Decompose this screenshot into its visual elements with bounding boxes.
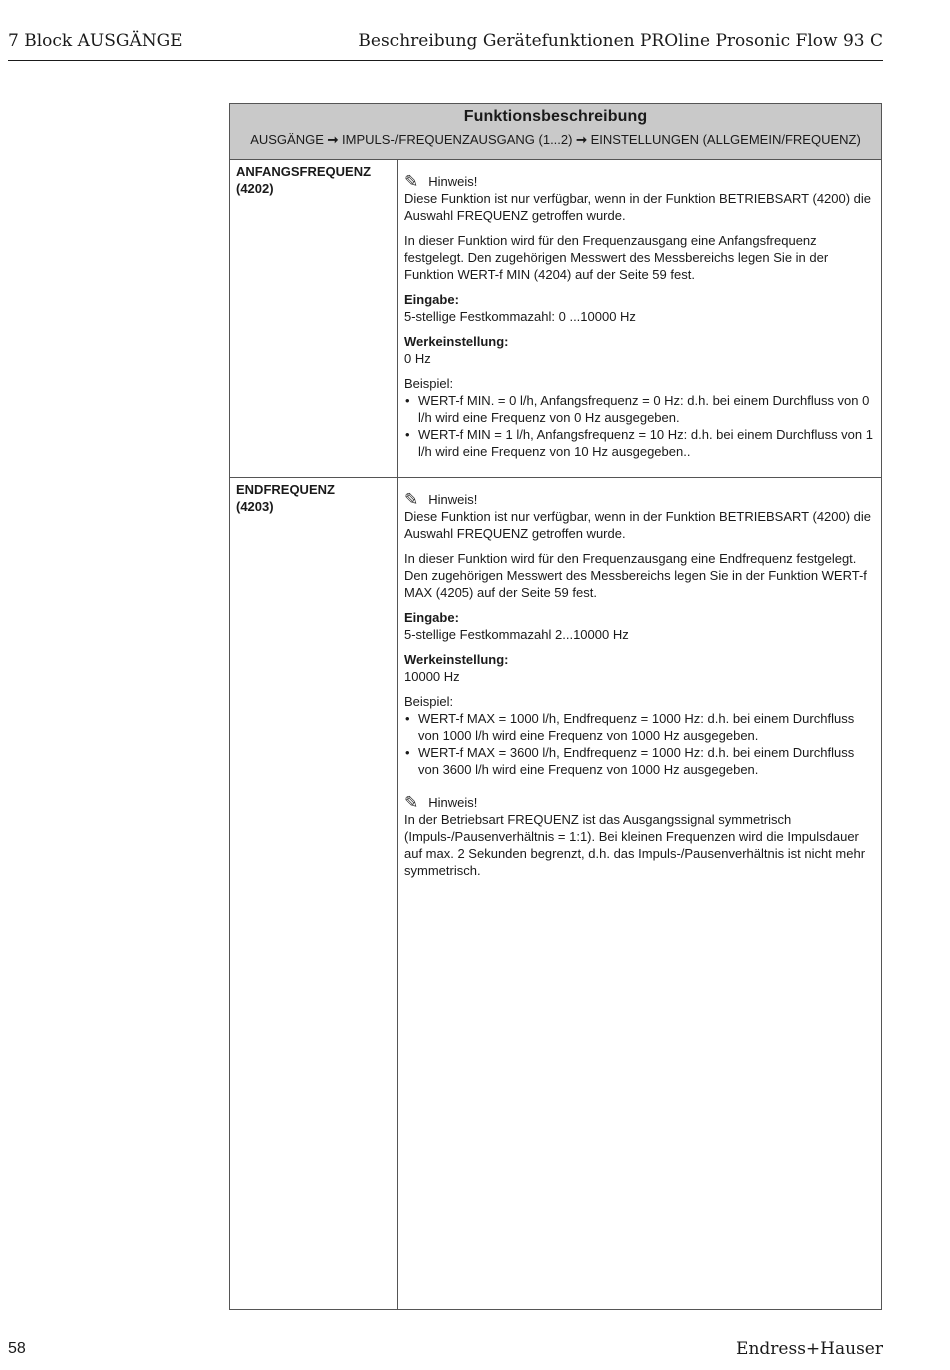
pencil-note-icon: ✎ — [404, 172, 419, 191]
list-item: • WERT-f MIN = 1 l/h, Anfangsfrequenz = 10 Hz: d.h. bei einem Durchfluss von 1 l/h wird eine Frequenz von 10 Hz ausgegeben.. — [404, 426, 875, 460]
note-label: Hinweis! — [428, 174, 478, 189]
default-value: 10000 Hz — [404, 669, 460, 684]
default-label: Werkeinstellung: — [404, 334, 509, 349]
function-code: (4203) — [236, 499, 274, 514]
menu-path — [230, 132, 881, 148]
arrow-right-icon: ➞ — [327, 132, 339, 147]
table-row — [230, 160, 881, 478]
note-heading — [404, 173, 875, 190]
function-name: ANFANGSFREQUENZ — [236, 164, 372, 179]
function-name-cell — [230, 160, 398, 477]
spacer — [404, 778, 875, 794]
note-text: Diese Funktion ist nur verfügbar, wenn in der Funktion BETRIEBSART (4200) die Auswahl FREQUENZ getroffen wurde. — [404, 509, 872, 541]
note-text: In der Betriebsart FREQUENZ ist das Ausgangssignal symmetrisch (Impuls-/Pausenverhältnis = 1:1). Bei kleinen Frequenzen wird die Impulsdauer auf max. 2 Sekunden begrenzt, d.h. das Impuls-/Pausenverhältnis ist nicht mehr symmetrisch. — [404, 812, 866, 878]
input-value: 5-stellige Festkommazahl: 0 ...10000 Hz — [404, 309, 636, 324]
note-label: Hinweis! — [428, 492, 478, 507]
brand-logo-text: Endress+Hauser — [736, 1339, 883, 1359]
note-heading — [404, 794, 875, 811]
pencil-note-icon: ✎ — [404, 490, 419, 509]
running-header-chapter: 7 Block AUSGÄNGE — [8, 31, 183, 51]
function-description-cell — [398, 160, 881, 477]
table-row — [230, 478, 881, 1310]
table-title: Funktionsbeschreibung — [463, 108, 648, 125]
description-text: In dieser Funktion wird für den Frequenzausgang eine Anfangsfrequenz festgelegt. Den zugehörigen Messwert des Messbereichs legen Sie in der Funktion WERT-f MIN (4204) auf der Seite 59 fest. — [404, 233, 829, 282]
default-value: 0 Hz — [404, 351, 431, 366]
input-label: Eingabe: — [404, 292, 459, 307]
function-description-table — [229, 103, 882, 1310]
description-text: In dieser Funktion wird für den Frequenzausgang eine Endfrequenz festgelegt. Den zugehörigen Messwert des Messbereichs legen Sie in der Funktion WERT-f MAX (4205) auf der Seite 59 fest. — [404, 551, 867, 600]
input-label: Eingabe: — [404, 610, 459, 625]
header-rule — [8, 60, 883, 61]
note-text: Diese Funktion ist nur verfügbar, wenn in der Funktion BETRIEBSART (4200) die Auswahl FREQUENZ getroffen wurde. — [404, 191, 872, 223]
example-label: Beispiel: — [404, 376, 454, 391]
path-part-settings: EINSTELLUNGEN (ALLGEMEIN/FREQUENZ) — [590, 132, 861, 147]
arrow-right-icon: ➞ — [576, 132, 587, 147]
function-name: ENDFREQUENZ — [236, 482, 335, 497]
example-list — [404, 392, 875, 460]
list-item: • WERT-f MAX = 3600 l/h, Endfrequenz = 1000 Hz: d.h. bei einem Durchfluss von 3600 l/h wird eine Frequenz von 1000 Hz ausgegeben. — [404, 744, 875, 778]
note-label: Hinweis! — [428, 795, 478, 810]
function-description-cell — [398, 478, 881, 1310]
running-header-title: Beschreibung Gerätefunktionen PROline Prosonic Flow 93 C — [358, 31, 883, 51]
note-heading — [404, 491, 875, 508]
pencil-note-icon: ✎ — [404, 793, 419, 812]
table-header — [230, 104, 881, 160]
input-value: 5-stellige Festkommazahl 2...10000 Hz — [404, 627, 629, 642]
function-name-cell — [230, 478, 398, 1310]
example-label: Beispiel: — [404, 694, 454, 709]
path-part-pulse-frequency-output: IMPULS-/FREQUENZAUSGANG (1...2) — [342, 132, 573, 147]
default-label: Werkeinstellung: — [404, 652, 509, 667]
list-item: • WERT-f MAX = 1000 l/h, Endfrequenz = 1000 Hz: d.h. bei einem Durchfluss von 1000 l/h wird eine Frequenz von 1000 Hz ausgegeben. — [404, 710, 875, 744]
path-part-outputs: AUSGÄNGE — [250, 132, 324, 147]
example-list — [404, 710, 875, 778]
list-item: • WERT-f MIN. = 0 l/h, Anfangsfrequenz = 0 Hz: d.h. bei einem Durchfluss von 0 l/h wird eine Frequenz von 0 Hz ausgegeben. — [404, 392, 875, 426]
function-code: (4202) — [236, 181, 274, 196]
page-number: 58 — [8, 1340, 26, 1357]
